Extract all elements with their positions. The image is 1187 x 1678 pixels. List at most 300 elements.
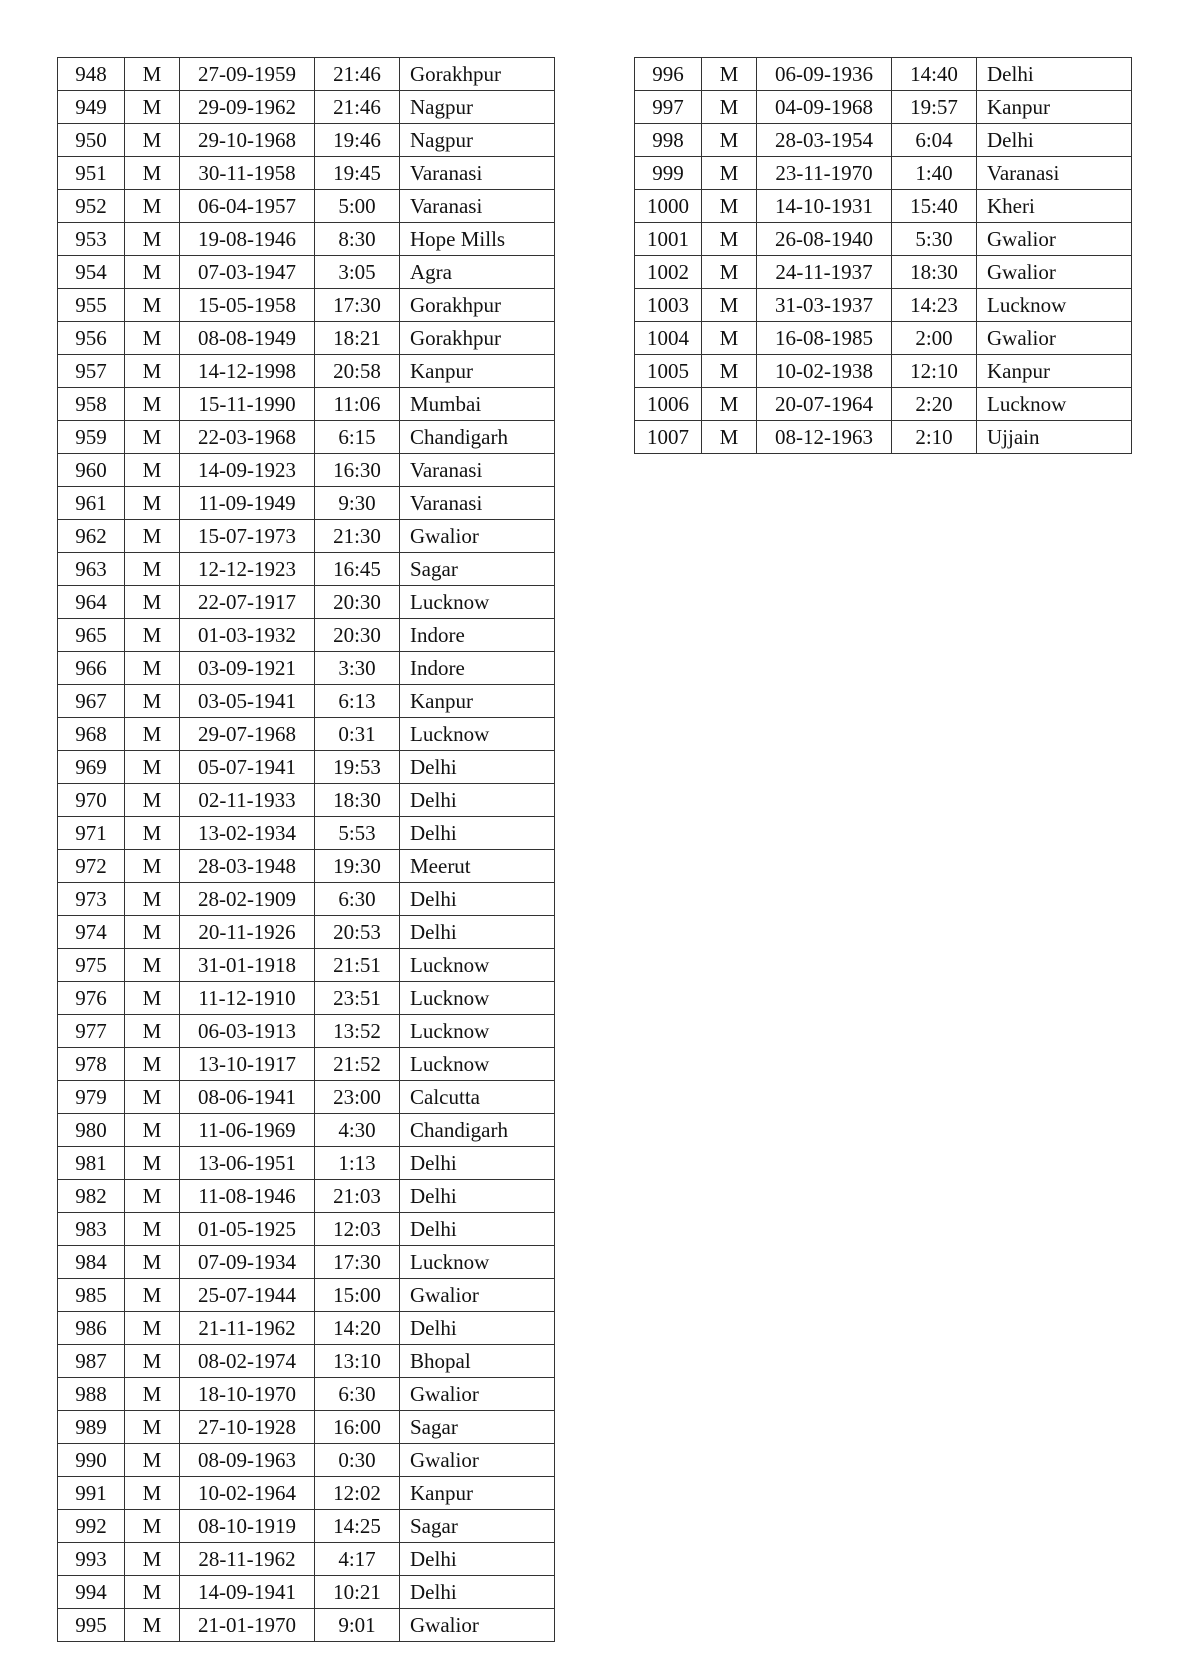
birth-time-cell: 6:13 bbox=[315, 685, 400, 718]
place-cell: Delhi bbox=[400, 784, 555, 817]
table-row bbox=[58, 916, 555, 949]
birth-time-cell: 16:00 bbox=[315, 1411, 400, 1444]
table-row bbox=[58, 1246, 555, 1279]
birth-date-cell: 29-09-1962 bbox=[180, 91, 315, 124]
birth-date-cell: 31-03-1937 bbox=[757, 289, 892, 322]
birth-time-cell: 2:10 bbox=[892, 421, 977, 454]
record-number-cell: 974 bbox=[58, 916, 125, 949]
place-cell: Gwalior bbox=[400, 1279, 555, 1312]
birth-time-cell: 9:30 bbox=[315, 487, 400, 520]
place-cell: Kanpur bbox=[400, 1477, 555, 1510]
records-table-right bbox=[634, 57, 1132, 454]
birth-date-cell: 05-07-1941 bbox=[180, 751, 315, 784]
record-number-cell: 988 bbox=[58, 1378, 125, 1411]
record-number-cell: 977 bbox=[58, 1015, 125, 1048]
record-number-cell: 959 bbox=[58, 421, 125, 454]
sex-cell: M bbox=[702, 223, 757, 256]
sex-cell: M bbox=[125, 190, 180, 223]
birth-date-cell: 01-05-1925 bbox=[180, 1213, 315, 1246]
birth-time-cell: 14:23 bbox=[892, 289, 977, 322]
place-cell: Meerut bbox=[400, 850, 555, 883]
birth-date-cell: 27-09-1959 bbox=[180, 58, 315, 91]
record-number-cell: 999 bbox=[635, 157, 702, 190]
sex-cell: M bbox=[125, 1543, 180, 1576]
birth-date-cell: 10-02-1938 bbox=[757, 355, 892, 388]
place-cell: Lucknow bbox=[400, 1015, 555, 1048]
place-cell: Bhopal bbox=[400, 1345, 555, 1378]
birth-date-cell: 08-12-1963 bbox=[757, 421, 892, 454]
place-cell: Kheri bbox=[977, 190, 1132, 223]
record-number-cell: 1002 bbox=[635, 256, 702, 289]
table-row bbox=[58, 1609, 555, 1642]
birth-time-cell: 16:45 bbox=[315, 553, 400, 586]
record-number-cell: 986 bbox=[58, 1312, 125, 1345]
birth-time-cell: 5:53 bbox=[315, 817, 400, 850]
birth-date-cell: 20-07-1964 bbox=[757, 388, 892, 421]
table-row bbox=[58, 289, 555, 322]
birth-time-cell: 5:00 bbox=[315, 190, 400, 223]
birth-time-cell: 19:45 bbox=[315, 157, 400, 190]
sex-cell: M bbox=[125, 322, 180, 355]
record-number-cell: 964 bbox=[58, 586, 125, 619]
birth-date-cell: 08-09-1963 bbox=[180, 1444, 315, 1477]
table-row bbox=[58, 817, 555, 850]
sex-cell: M bbox=[125, 850, 180, 883]
birth-time-cell: 14:20 bbox=[315, 1312, 400, 1345]
place-cell: Delhi bbox=[400, 817, 555, 850]
table-row bbox=[58, 322, 555, 355]
birth-date-cell: 13-10-1917 bbox=[180, 1048, 315, 1081]
table-row bbox=[58, 1576, 555, 1609]
table-row bbox=[58, 1312, 555, 1345]
table-row bbox=[58, 223, 555, 256]
birth-time-cell: 14:25 bbox=[315, 1510, 400, 1543]
sex-cell: M bbox=[702, 124, 757, 157]
birth-time-cell: 2:20 bbox=[892, 388, 977, 421]
birth-date-cell: 24-11-1937 bbox=[757, 256, 892, 289]
sex-cell: M bbox=[125, 1378, 180, 1411]
table-row bbox=[58, 949, 555, 982]
place-cell: Sagar bbox=[400, 553, 555, 586]
birth-date-cell: 30-11-1958 bbox=[180, 157, 315, 190]
sex-cell: M bbox=[125, 520, 180, 553]
birth-time-cell: 0:31 bbox=[315, 718, 400, 751]
sex-cell: M bbox=[125, 1279, 180, 1312]
birth-date-cell: 12-12-1923 bbox=[180, 553, 315, 586]
record-number-cell: 982 bbox=[58, 1180, 125, 1213]
table-row bbox=[58, 1345, 555, 1378]
record-number-cell: 989 bbox=[58, 1411, 125, 1444]
sex-cell: M bbox=[702, 289, 757, 322]
birth-date-cell: 20-11-1926 bbox=[180, 916, 315, 949]
place-cell: Lucknow bbox=[400, 718, 555, 751]
birth-date-cell: 15-11-1990 bbox=[180, 388, 315, 421]
record-number-cell: 994 bbox=[58, 1576, 125, 1609]
place-cell: Lucknow bbox=[400, 586, 555, 619]
birth-time-cell: 21:46 bbox=[315, 91, 400, 124]
birth-time-cell: 6:30 bbox=[315, 1378, 400, 1411]
sex-cell: M bbox=[125, 223, 180, 256]
records-table-body bbox=[635, 58, 1132, 454]
place-cell: Nagpur bbox=[400, 124, 555, 157]
birth-date-cell: 11-08-1946 bbox=[180, 1180, 315, 1213]
record-number-cell: 978 bbox=[58, 1048, 125, 1081]
table-row bbox=[58, 1444, 555, 1477]
birth-time-cell: 15:00 bbox=[315, 1279, 400, 1312]
birth-date-cell: 13-06-1951 bbox=[180, 1147, 315, 1180]
table-row bbox=[635, 421, 1132, 454]
birth-time-cell: 19:53 bbox=[315, 751, 400, 784]
table-row bbox=[635, 355, 1132, 388]
sex-cell: M bbox=[125, 1147, 180, 1180]
table-row bbox=[58, 850, 555, 883]
birth-time-cell: 23:51 bbox=[315, 982, 400, 1015]
place-cell: Varanasi bbox=[400, 487, 555, 520]
birth-date-cell: 06-03-1913 bbox=[180, 1015, 315, 1048]
sex-cell: M bbox=[125, 784, 180, 817]
sex-cell: M bbox=[125, 157, 180, 190]
birth-time-cell: 20:30 bbox=[315, 586, 400, 619]
place-cell: Calcutta bbox=[400, 1081, 555, 1114]
place-cell: Sagar bbox=[400, 1411, 555, 1444]
sex-cell: M bbox=[702, 91, 757, 124]
birth-time-cell: 3:05 bbox=[315, 256, 400, 289]
table-row bbox=[58, 520, 555, 553]
record-number-cell: 972 bbox=[58, 850, 125, 883]
sex-cell: M bbox=[125, 883, 180, 916]
place-cell: Lucknow bbox=[400, 1246, 555, 1279]
birth-time-cell: 20:53 bbox=[315, 916, 400, 949]
place-cell: Nagpur bbox=[400, 91, 555, 124]
place-cell: Mumbai bbox=[400, 388, 555, 421]
sex-cell: M bbox=[125, 1246, 180, 1279]
record-number-cell: 951 bbox=[58, 157, 125, 190]
sex-cell: M bbox=[125, 817, 180, 850]
birth-date-cell: 08-02-1974 bbox=[180, 1345, 315, 1378]
birth-date-cell: 11-09-1949 bbox=[180, 487, 315, 520]
place-cell: Delhi bbox=[400, 1543, 555, 1576]
sex-cell: M bbox=[125, 1411, 180, 1444]
table-row bbox=[58, 487, 555, 520]
table-row bbox=[58, 58, 555, 91]
record-number-cell: 1007 bbox=[635, 421, 702, 454]
sex-cell: M bbox=[702, 355, 757, 388]
sex-cell: M bbox=[702, 190, 757, 223]
birth-date-cell: 25-07-1944 bbox=[180, 1279, 315, 1312]
record-number-cell: 995 bbox=[58, 1609, 125, 1642]
record-number-cell: 953 bbox=[58, 223, 125, 256]
birth-date-cell: 22-03-1968 bbox=[180, 421, 315, 454]
record-number-cell: 975 bbox=[58, 949, 125, 982]
table-row bbox=[58, 454, 555, 487]
birth-date-cell: 14-09-1923 bbox=[180, 454, 315, 487]
table-row bbox=[635, 256, 1132, 289]
record-number-cell: 1003 bbox=[635, 289, 702, 322]
table-row bbox=[635, 289, 1132, 322]
birth-date-cell: 07-03-1947 bbox=[180, 256, 315, 289]
sex-cell: M bbox=[125, 685, 180, 718]
birth-time-cell: 21:03 bbox=[315, 1180, 400, 1213]
sex-cell: M bbox=[125, 1444, 180, 1477]
birth-date-cell: 29-10-1968 bbox=[180, 124, 315, 157]
sex-cell: M bbox=[125, 949, 180, 982]
record-number-cell: 948 bbox=[58, 58, 125, 91]
place-cell: Lucknow bbox=[400, 949, 555, 982]
place-cell: Gwalior bbox=[977, 322, 1132, 355]
place-cell: Delhi bbox=[400, 916, 555, 949]
birth-date-cell: 11-06-1969 bbox=[180, 1114, 315, 1147]
sex-cell: M bbox=[125, 1015, 180, 1048]
birth-date-cell: 14-10-1931 bbox=[757, 190, 892, 223]
birth-date-cell: 22-07-1917 bbox=[180, 586, 315, 619]
birth-date-cell: 13-02-1934 bbox=[180, 817, 315, 850]
birth-date-cell: 08-10-1919 bbox=[180, 1510, 315, 1543]
record-number-cell: 966 bbox=[58, 652, 125, 685]
birth-time-cell: 19:57 bbox=[892, 91, 977, 124]
sex-cell: M bbox=[125, 619, 180, 652]
record-number-cell: 981 bbox=[58, 1147, 125, 1180]
record-number-cell: 998 bbox=[635, 124, 702, 157]
place-cell: Gwalior bbox=[977, 223, 1132, 256]
place-cell: Sagar bbox=[400, 1510, 555, 1543]
birth-date-cell: 21-11-1962 bbox=[180, 1312, 315, 1345]
record-number-cell: 971 bbox=[58, 817, 125, 850]
sex-cell: M bbox=[125, 355, 180, 388]
record-number-cell: 976 bbox=[58, 982, 125, 1015]
place-cell: Varanasi bbox=[400, 454, 555, 487]
sex-cell: M bbox=[125, 553, 180, 586]
birth-date-cell: 26-08-1940 bbox=[757, 223, 892, 256]
birth-time-cell: 21:30 bbox=[315, 520, 400, 553]
sex-cell: M bbox=[702, 58, 757, 91]
sex-cell: M bbox=[125, 289, 180, 322]
place-cell: Gorakhpur bbox=[400, 58, 555, 91]
sex-cell: M bbox=[125, 1345, 180, 1378]
birth-date-cell: 06-04-1957 bbox=[180, 190, 315, 223]
table-row bbox=[58, 1114, 555, 1147]
record-number-cell: 997 bbox=[635, 91, 702, 124]
sex-cell: M bbox=[125, 256, 180, 289]
sex-cell: M bbox=[125, 454, 180, 487]
table-row bbox=[58, 1279, 555, 1312]
birth-time-cell: 6:15 bbox=[315, 421, 400, 454]
table-row bbox=[635, 91, 1132, 124]
sex-cell: M bbox=[125, 1213, 180, 1246]
record-number-cell: 955 bbox=[58, 289, 125, 322]
records-table-body bbox=[58, 58, 555, 1642]
birth-date-cell: 28-11-1962 bbox=[180, 1543, 315, 1576]
sex-cell: M bbox=[125, 751, 180, 784]
sex-cell: M bbox=[125, 586, 180, 619]
birth-date-cell: 28-02-1909 bbox=[180, 883, 315, 916]
table-row bbox=[58, 553, 555, 586]
record-number-cell: 992 bbox=[58, 1510, 125, 1543]
table-row bbox=[58, 586, 555, 619]
birth-time-cell: 23:00 bbox=[315, 1081, 400, 1114]
table-row bbox=[58, 982, 555, 1015]
record-number-cell: 970 bbox=[58, 784, 125, 817]
birth-time-cell: 17:30 bbox=[315, 289, 400, 322]
table-row bbox=[58, 619, 555, 652]
table-row bbox=[58, 652, 555, 685]
birth-time-cell: 10:21 bbox=[315, 1576, 400, 1609]
record-number-cell: 968 bbox=[58, 718, 125, 751]
sex-cell: M bbox=[125, 487, 180, 520]
birth-date-cell: 01-03-1932 bbox=[180, 619, 315, 652]
table-row bbox=[58, 784, 555, 817]
sex-cell: M bbox=[125, 1048, 180, 1081]
record-number-cell: 996 bbox=[635, 58, 702, 91]
place-cell: Gorakhpur bbox=[400, 322, 555, 355]
place-cell: Delhi bbox=[400, 1312, 555, 1345]
place-cell: Delhi bbox=[977, 58, 1132, 91]
record-number-cell: 991 bbox=[58, 1477, 125, 1510]
place-cell: Gwalior bbox=[977, 256, 1132, 289]
birth-date-cell: 04-09-1968 bbox=[757, 91, 892, 124]
table-row bbox=[58, 1015, 555, 1048]
place-cell: Varanasi bbox=[400, 190, 555, 223]
birth-time-cell: 20:58 bbox=[315, 355, 400, 388]
table-row bbox=[58, 355, 555, 388]
sex-cell: M bbox=[125, 1576, 180, 1609]
birth-time-cell: 6:04 bbox=[892, 124, 977, 157]
record-number-cell: 1001 bbox=[635, 223, 702, 256]
birth-time-cell: 14:40 bbox=[892, 58, 977, 91]
birth-date-cell: 08-08-1949 bbox=[180, 322, 315, 355]
sex-cell: M bbox=[125, 421, 180, 454]
record-number-cell: 949 bbox=[58, 91, 125, 124]
record-number-cell: 987 bbox=[58, 1345, 125, 1378]
birth-date-cell: 16-08-1985 bbox=[757, 322, 892, 355]
table-row bbox=[58, 1213, 555, 1246]
birth-date-cell: 07-09-1934 bbox=[180, 1246, 315, 1279]
record-number-cell: 962 bbox=[58, 520, 125, 553]
place-cell: Gwalior bbox=[400, 1378, 555, 1411]
birth-time-cell: 19:46 bbox=[315, 124, 400, 157]
place-cell: Gorakhpur bbox=[400, 289, 555, 322]
table-row bbox=[635, 58, 1132, 91]
birth-time-cell: 13:52 bbox=[315, 1015, 400, 1048]
place-cell: Lucknow bbox=[977, 388, 1132, 421]
table-row bbox=[58, 685, 555, 718]
birth-time-cell: 18:21 bbox=[315, 322, 400, 355]
records-table-left bbox=[57, 57, 555, 1642]
place-cell: Ujjain bbox=[977, 421, 1132, 454]
place-cell: Kanpur bbox=[400, 685, 555, 718]
record-number-cell: 973 bbox=[58, 883, 125, 916]
table-row bbox=[58, 190, 555, 223]
birth-time-cell: 1:40 bbox=[892, 157, 977, 190]
sex-cell: M bbox=[125, 982, 180, 1015]
birth-time-cell: 4:30 bbox=[315, 1114, 400, 1147]
birth-time-cell: 4:17 bbox=[315, 1543, 400, 1576]
sex-cell: M bbox=[125, 388, 180, 421]
birth-time-cell: 6:30 bbox=[315, 883, 400, 916]
birth-time-cell: 0:30 bbox=[315, 1444, 400, 1477]
place-cell: Chandigarh bbox=[400, 421, 555, 454]
place-cell: Chandigarh bbox=[400, 1114, 555, 1147]
record-number-cell: 958 bbox=[58, 388, 125, 421]
table-row bbox=[635, 322, 1132, 355]
birth-date-cell: 19-08-1946 bbox=[180, 223, 315, 256]
table-row bbox=[58, 1048, 555, 1081]
record-number-cell: 960 bbox=[58, 454, 125, 487]
birth-date-cell: 21-01-1970 bbox=[180, 1609, 315, 1642]
birth-time-cell: 16:30 bbox=[315, 454, 400, 487]
place-cell: Delhi bbox=[977, 124, 1132, 157]
birth-time-cell: 3:30 bbox=[315, 652, 400, 685]
birth-time-cell: 1:13 bbox=[315, 1147, 400, 1180]
record-number-cell: 969 bbox=[58, 751, 125, 784]
birth-date-cell: 31-01-1918 bbox=[180, 949, 315, 982]
sex-cell: M bbox=[125, 916, 180, 949]
place-cell: Delhi bbox=[400, 1147, 555, 1180]
birth-date-cell: 11-12-1910 bbox=[180, 982, 315, 1015]
table-row bbox=[58, 1378, 555, 1411]
sex-cell: M bbox=[125, 1609, 180, 1642]
place-cell: Lucknow bbox=[400, 982, 555, 1015]
table-row bbox=[635, 157, 1132, 190]
record-number-cell: 1004 bbox=[635, 322, 702, 355]
birth-date-cell: 15-05-1958 bbox=[180, 289, 315, 322]
birth-time-cell: 21:51 bbox=[315, 949, 400, 982]
birth-date-cell: 14-09-1941 bbox=[180, 1576, 315, 1609]
sex-cell: M bbox=[125, 1510, 180, 1543]
place-cell: Delhi bbox=[400, 883, 555, 916]
birth-time-cell: 12:10 bbox=[892, 355, 977, 388]
table-row bbox=[58, 1411, 555, 1444]
record-number-cell: 952 bbox=[58, 190, 125, 223]
record-number-cell: 965 bbox=[58, 619, 125, 652]
place-cell: Delhi bbox=[400, 1213, 555, 1246]
place-cell: Delhi bbox=[400, 1180, 555, 1213]
table-row bbox=[58, 751, 555, 784]
table-row bbox=[58, 883, 555, 916]
place-cell: Gwalior bbox=[400, 520, 555, 553]
sex-cell: M bbox=[125, 124, 180, 157]
record-number-cell: 957 bbox=[58, 355, 125, 388]
birth-time-cell: 5:30 bbox=[892, 223, 977, 256]
table-row bbox=[635, 124, 1132, 157]
sex-cell: M bbox=[125, 1477, 180, 1510]
record-number-cell: 1005 bbox=[635, 355, 702, 388]
table-row bbox=[58, 256, 555, 289]
sex-cell: M bbox=[702, 157, 757, 190]
place-cell: Agra bbox=[400, 256, 555, 289]
table-row bbox=[58, 388, 555, 421]
place-cell: Varanasi bbox=[977, 157, 1132, 190]
record-number-cell: 980 bbox=[58, 1114, 125, 1147]
record-number-cell: 984 bbox=[58, 1246, 125, 1279]
place-cell: Kanpur bbox=[400, 355, 555, 388]
table-row bbox=[58, 1180, 555, 1213]
table-row bbox=[58, 1147, 555, 1180]
record-number-cell: 950 bbox=[58, 124, 125, 157]
record-number-cell: 983 bbox=[58, 1213, 125, 1246]
birth-time-cell: 9:01 bbox=[315, 1609, 400, 1642]
place-cell: Gwalior bbox=[400, 1444, 555, 1477]
birth-date-cell: 27-10-1928 bbox=[180, 1411, 315, 1444]
birth-time-cell: 2:00 bbox=[892, 322, 977, 355]
place-cell: Hope Mills bbox=[400, 223, 555, 256]
birth-date-cell: 18-10-1970 bbox=[180, 1378, 315, 1411]
sex-cell: M bbox=[125, 91, 180, 124]
table-row bbox=[58, 1543, 555, 1576]
place-cell: Gwalior bbox=[400, 1609, 555, 1642]
sex-cell: M bbox=[702, 388, 757, 421]
record-number-cell: 1000 bbox=[635, 190, 702, 223]
birth-time-cell: 21:46 bbox=[315, 58, 400, 91]
